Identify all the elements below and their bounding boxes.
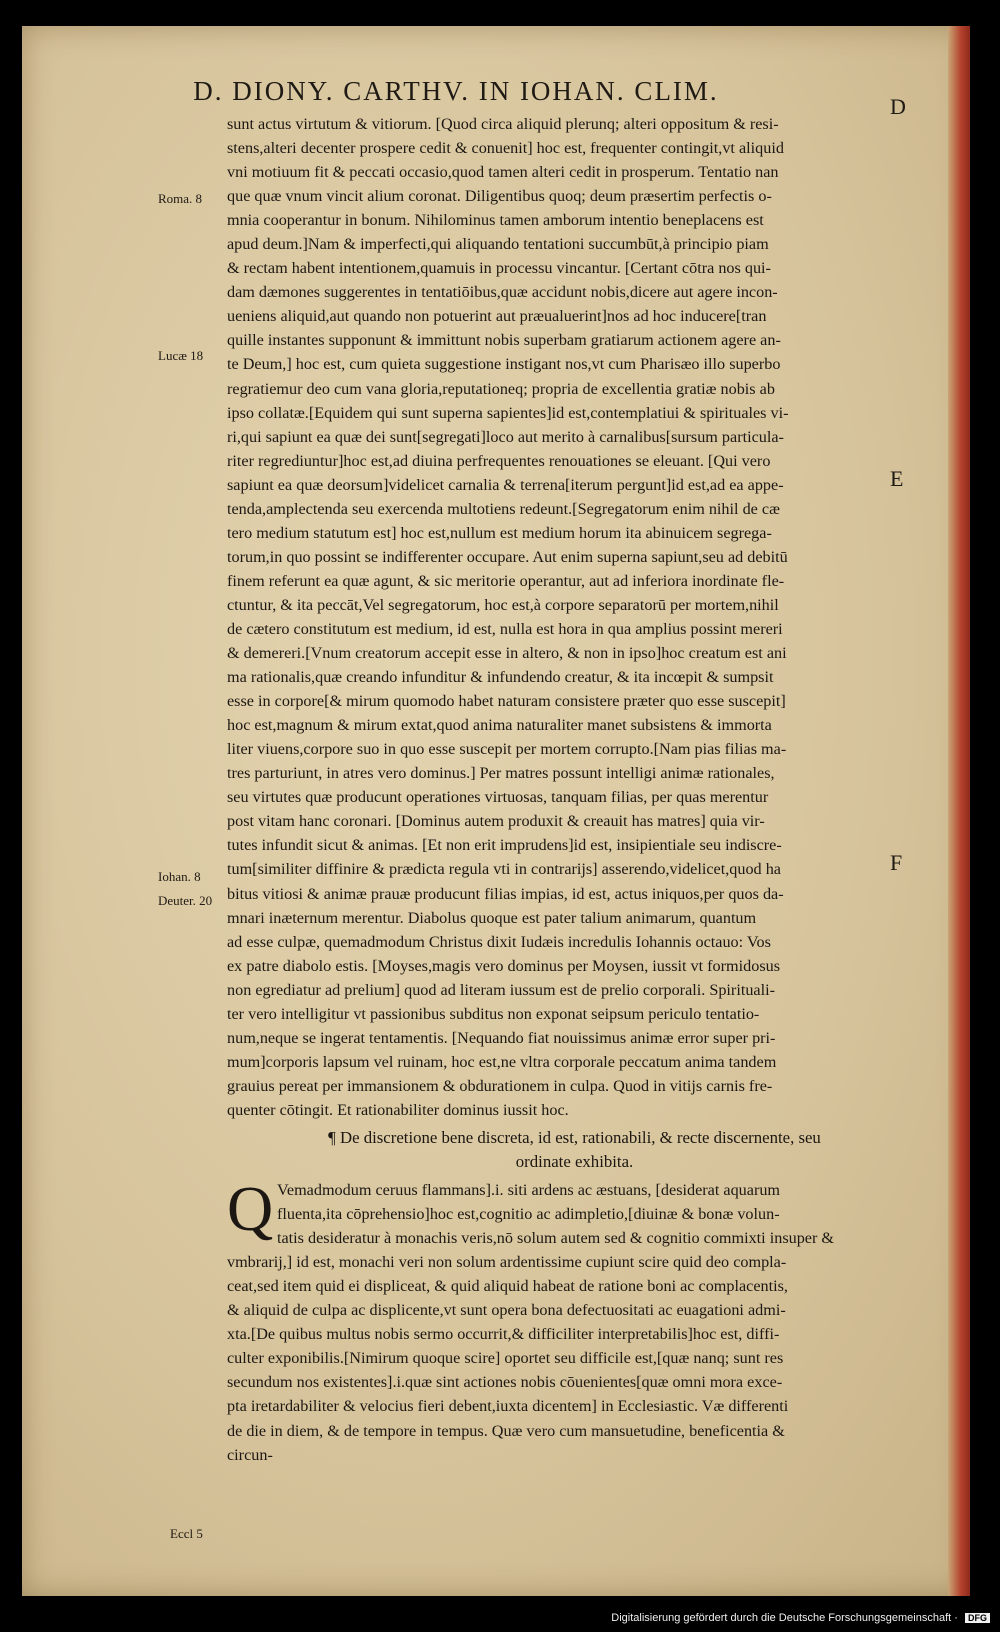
margin-note-deuter: Deuter. 20 (158, 893, 213, 908)
text-line: secundum nos existentes].i.quæ sint actiones nobis cōuenientes[quæ omni mora exce- (227, 1373, 783, 1392)
text-line: tres parturiunt, in atres vero dominus.] Per matres possunt intelligi animæ rationales, (227, 764, 775, 783)
page-text (227, 112, 922, 1467)
page-edge (948, 26, 970, 1596)
text-line: num,neque se ingerat tentamentis. [Nequando fiat nouissimus animæ error super pri- (227, 1028, 776, 1047)
heading-line: ordinate exhibita. (515, 1152, 634, 1172)
text-line: hoc est,magnum & mirum extat,quod anima naturaliter manet subsistens & immorta (227, 716, 772, 735)
text-line: ceat,sed item quid ei displiceat, & quid aliquid habeat de ratione boni ac complacentis, (227, 1277, 788, 1296)
text-line: non egrediatur ad prelium] quod ad literam iussum est de prelio corporali. Spirituali- (227, 980, 775, 999)
text-line: que quæ vnum vincit alium coronat. Diligentibus quoq; deum præsertim perfectis o- (227, 187, 772, 206)
text-line: apud deum.]Nam & imperfecti,qui aliquando tentationi succumbūt,à principio piam (227, 235, 769, 254)
text-line: seu virtutes quæ producunt operationes virtuosas, tanquam filias, per quas merentur (227, 788, 769, 807)
text-line: circun- (227, 1445, 273, 1464)
text-line: de die in diem, & de tempore in tempus. Quæ vero cum mansuetudine, beneficentia & (227, 1421, 785, 1440)
section-letter-d: D (890, 94, 906, 119)
text-line: ctuntur, & ita peccāt,Vel segregatorum, hoc est,à corpore separatorū per mortem,nihil (227, 595, 779, 614)
book-page (22, 26, 970, 1596)
section-heading (227, 1126, 922, 1174)
margin-note-iohan: Iohan. 8 (158, 869, 201, 884)
drop-cap: Q (227, 1173, 274, 1245)
heading-line: ¶ De discretione bene discreta, id est, rationabili, & recte discernente, seu (328, 1127, 821, 1147)
text-line: ad esse culpæ, quemadmodum Christus dixit Iudæis incredulis Iohannis octauo: Vos (227, 932, 771, 951)
text-line: Vemadmodum ceruus flammans].i. siti ardens ac æstuans, [desiderat aquarum (277, 1181, 781, 1200)
text-line: tutes infundit sicut & animas. [Et non erit imprudens]id est, insipientiale seu indiscre- (227, 836, 782, 855)
digitization-footer (0, 1612, 990, 1624)
text-line: ex patre diabolo estis. [Moyses,magis vero dominus per Moysen, iussit vt formidosus (227, 956, 781, 975)
text-line: ueniens aliquid,aut quando non potuerint aut præualuerint]nos ad hoc inducere[tran (227, 307, 767, 326)
text-line: tatis desideratur à monachis veris,nō solum autem sed & cognitio commixti insuper & (277, 1229, 835, 1248)
margin-note-lucae: Lucæ 18 (158, 348, 204, 363)
text-line: quenter cōtingit. Et rationabiliter dominus iussit hoc. (227, 1100, 569, 1119)
text-line: pta iretardabiliter & velocius fieri debent,iuxta dicentem] in Ecclesiastic. Væ differenti (227, 1397, 789, 1416)
text-line: fluenta,ita cōprehensio]hoc est,cognitio ac adimpletio,[diuinæ & bonæ volun- (277, 1205, 780, 1224)
text-line: post vitam hanc coronari. [Dominus autem produxit & creauit has matres] quia vir- (227, 812, 765, 831)
text-line: tum[similiter diffinire & prædicta regula vti in contrarijs] asserendo,videlicet,quod ha (227, 860, 781, 879)
text-line: & demereri.[Vnum creatorum accepit esse in altero, & non in ipso]hoc creatum est ani (227, 644, 787, 663)
text-line: & aliquid de culpa ac displicente,vt sunt opera bona defectuositati ac euagationi admi- (227, 1301, 786, 1320)
text-line: & rectam habent intentionem,quamuis in processu vincantur. [Certant cōtra nos qui- (227, 259, 771, 278)
margin-note-eccl: Eccl 5 (170, 1526, 203, 1541)
text-line: esse in corpore[& mirum quomodo habet naturam consistere præter quo esse suscepit] (227, 692, 786, 711)
text-line: tero medium statutum est] hoc est,nullum est medium horum ita abinuicem segrega- (227, 523, 772, 542)
text-line: vni motiuum fit & peccati occasio,quod tamen alteri cedit in prosperum. Tentatio nan (227, 163, 779, 182)
text-line: sunt actus virtutum & vitiorum. [Quod circa aliquid plerunq; alteri oppositum & resi- (227, 115, 779, 133)
text-line: dam dæmones suggerentes in tentatiōibus,quæ accidunt nobis,dicere aut agere incon- (227, 283, 778, 302)
text-line: stens,alteri decenter prospere cedit & conuenit] hoc est, frequenter contingit,vt aliquid (227, 139, 784, 158)
text-line: xta.[De quibus multus nobis sermo occurrit,& difficiliter interpretabilis]hoc est, diffi- (227, 1325, 780, 1344)
text-line: te Deum,] hoc est, cum quieta suggestione instigant nos,vt cum Pharisæo illo superbo (227, 355, 781, 374)
text-line: quille instantes supponunt & immittunt nobis superbam gratiarum actionem agere an- (227, 331, 781, 350)
text-line: vmbrarij,] id est, monachi veri non solum ardentissime cupiunt scire quid deo compla- (227, 1253, 787, 1272)
text-line: regratiemur deo cum vana gloria,reputationeq; propria de excellentia gratiæ nobis ab (227, 379, 775, 398)
text-line: ri,qui sapiunt ea quæ dei sunt[segregati]loco aut merito à carnalibus[sursum particula- (227, 427, 784, 446)
text-line: mum]corporis lapsum vel ruinam, hoc est,ne vltra corporale peccatum anima tandem (227, 1052, 777, 1071)
text-line: finem referunt ea quæ agunt, & sic meritorie operantur, aut ad inferiora inordinate fle- (227, 571, 785, 590)
margin-note-roma: Roma. 8 (158, 191, 203, 206)
text-line: ter vero intelligitur vt passionibus subditus non exponat seipsum periculo tentatio- (227, 1004, 760, 1023)
text-line: riter regrediuntur]hoc est,ad diuina perfrequentes renouationes se eleuant. [Qui vero (227, 451, 771, 470)
text-line: grauius pereat per immansionem & obdurationem in culpa. Quod in vitijs carnis fre- (227, 1076, 773, 1095)
text-line: ma rationalis,quæ creando infunditur & infundendo creatur, & ita incœpit & sumpsit (227, 668, 774, 687)
text-line: de cætero constitutum est medium, id est, nulla est hora in qua amplius possint mereri (227, 619, 783, 638)
text-line: liter viuens,corpore suo in quo esse suscepit per mortem corrupto.[Nam pias filias ma- (227, 740, 787, 759)
text-line: mnia cooperantur in bonum. Nihilominus tamen amborum intentio beneplacens est (227, 211, 764, 230)
text-block-commentary (227, 112, 922, 1122)
footer-credit: Digitalisierung gefördert durch die Deutsche Forschungsgemeinschaft · (611, 1612, 958, 1624)
text-line: ipso collatæ.[Equidem qui sunt superna sapientes]id est,contemplatiui & spirituales vi- (227, 403, 789, 422)
text-line: torum,in quo possint se indifferenter occupare. Aut enim superna sapiunt,seu ad debitū (227, 547, 788, 566)
running-head: D. DIONY. CARTHV. IN IOHAN. CLIM. (193, 76, 719, 106)
section-letter-e: E (890, 466, 904, 491)
text-block-discretion (227, 1173, 922, 1467)
text-line: tenda,amplectenda seu exercenda multotiens redeunt.[Segregatorum enim nihil de cæ (227, 499, 780, 518)
text-line: culter exponibilis.[Nimirum quoque scire] oportet seu difficile est,[quæ nanq; sunt res (227, 1349, 784, 1368)
dfg-logo: DFG (965, 1613, 990, 1623)
text-line: sapiunt ea quæ deorsum]videlicet carnalia & terrena[iterum pergunt]id est,ad ea appe- (227, 475, 784, 494)
text-line: mnari inæternum merentur. Diabolus quoque est pater talium animarum, quantum (227, 908, 757, 927)
section-letter-f: F (890, 850, 903, 875)
text-line: bitus vitiosi & animæ prauæ producunt filias impias, id est, actus iniquos,per quos da- (227, 884, 784, 903)
